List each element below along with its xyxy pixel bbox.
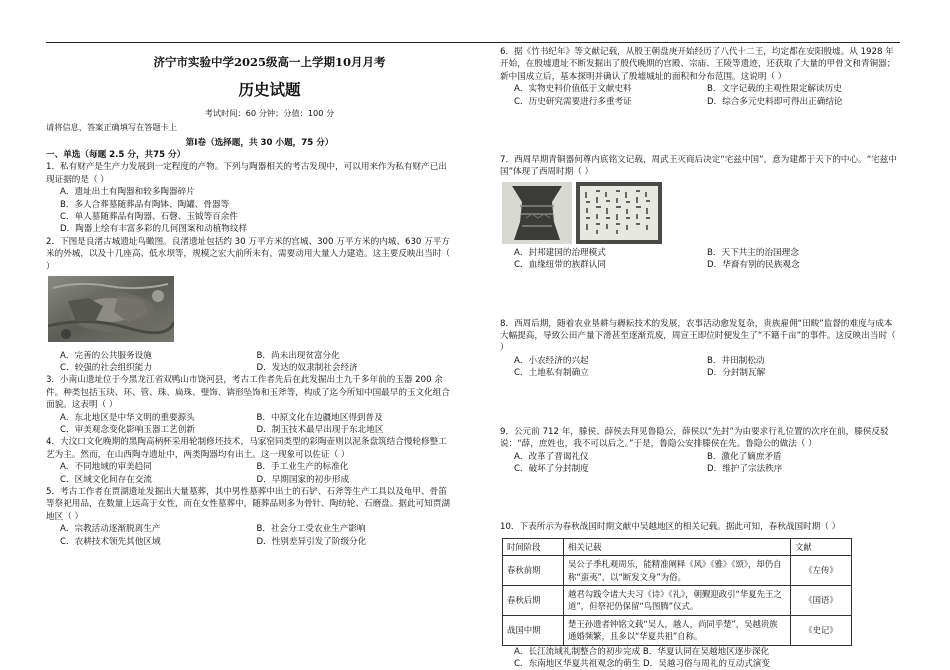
option-b: B．社会分工受农业生产影响 [256,524,366,535]
question-stem: 3．小南山遗址位于今黑龙江省双鸭山市饶河县，考古工作者先后在此发掘出土九千多年前的玉器 200 余件。种类包括玉玦、环、管、珠、扁珠、璧饰、锛形坠饰和玉斧等，构成了迄今所知中国最早的玉文化组合面貌。这表明（ ） [46,375,450,411]
table-cell: 战国中期 [503,615,564,645]
exam-subtitle: 历史试题 [238,80,301,100]
wuyue-records-table [502,538,852,646]
table-cell: 春秋前期 [503,556,564,586]
option-a: A．东北地区是中华文明的重要源头 [60,412,195,423]
option-d: D．华裔有别的民族观念 [707,260,800,271]
table-row [503,615,852,645]
option-c: C．单人墓随葬品有陶器、石磬、玉钺等百余件 [60,212,238,223]
table-cell: 吴公子季札观周乐，能精准阐释《风》《雅》《颂》，却仍自称“蛮夷”，以“断发文身”为俗。 [564,556,791,586]
option-a: A．封邦建国的治理模式 [514,247,606,258]
option-a: A．宗教活动逐渐脱离生产 [60,524,161,535]
option-a: A．实物史料价值低于文献史料 [514,84,632,95]
question-3 [46,374,453,436]
table-row [503,585,852,615]
table-cell: 春秋后期 [503,585,564,615]
option-a: A．遗址出土有陶器和较多陶器碎片 [60,187,195,198]
table-cell: 越君勾践令诸大夫习《诗》《礼》，朝觐迎政引“华夏先王之道”，但祭祀仍保留“鸟图腾”仪式。 [564,585,791,615]
section-heading: 第Ⅰ卷（选择题，共 30 小题，75 分） [185,137,334,148]
question-stem: 1．私有财产是生产力发展到一定程度的产物。下列与陶器相关的考古发现中，可以用来作为私有财产已出现证据的是（ ） [46,162,447,185]
inscription-rubbing-image [576,182,662,244]
question-stem: 9．公元前 712 年，滕侯、薛侯去拜见鲁隐公，薛侯以“先封”为由要求行礼位置的次序在前，滕侯反驳说：“薛，庶姓也，我不可以后之。”于是，鲁隐公安排滕侯在先。鲁隐公的做法（ ） [500,426,889,450]
exam-title: 济宁市实验中学2025级高一上学期10月月考 [153,55,386,69]
table-header-cell: 文献 [791,538,852,555]
question-2 [46,236,453,374]
option-b: B．井田制松动 [707,355,765,366]
question-10 [500,521,900,670]
option-d: D．制玉技术最早出现于东北地区 [256,424,384,435]
question-1 [46,161,453,235]
option-a-b: A．长江流域礼制整合的初步完成 B．华夏认同在吴越地区逐步深化 [514,646,770,657]
option-a: A．改革了晋谒礼仪 [514,451,589,462]
option-b: B．文字记载的主观性限定解读历史 [707,84,842,95]
question-9 [500,426,900,476]
option-c: C．审美观念变化影响玉器工艺创新 [60,424,195,435]
option-d: D．性别差异引发了阶级分化 [256,536,367,547]
option-c: C．较强的社会组织能力 [60,362,152,373]
he-zun-bronze-vessel-image [502,182,572,244]
option-b: B．尚未出现贫富分化 [256,350,340,361]
option-a: A．小农经济的兴起 [514,355,589,366]
option-a: A．不同地域的审美趋同 [60,462,152,473]
question-6 [500,46,900,108]
option-c: C．农耕技术领先其他区域 [60,536,161,547]
table-row [503,556,852,586]
option-c: C．区域文化间存在交流 [60,474,152,485]
question-5 [46,486,453,548]
question-4 [46,436,453,486]
option-b: B．激化了嫡庶矛盾 [707,451,782,462]
question-8 [500,318,900,380]
option-b: B．中原文化在边疆地区得到普及 [256,412,383,423]
option-a: A．完善的公共服务设施 [60,350,152,361]
option-b: B．天下共主的治国理念 [707,247,799,258]
option-c: C．土地私有制确立 [514,368,589,379]
exam-meta: 考试时间：60 分钟；分值：100 分 [204,107,335,118]
question-stem: 2．下图是良渚古城遗址鸟瞰图。良渚遗址包括约 30 万平方米的宫城、300 万平方米的内城、630 万平方米的外城，以及十几座高、低水坝等，规模之宏大前所未有，需要动用大量人力建造。这主要反映出当时（ ） [46,236,450,272]
question-stem: 4．大汶口文化晚期的黑陶高柄杯采用轮制修坯技术，马家窑同类型的彩陶壶则以泥条盘筑结合慢轮修整工艺为主。然而，在山西陶寺遗址中，两类陶器均有出土。这一现象可以佐证（ ） [46,437,447,460]
option-d: D．陶器上绘有丰富多彩的几何图案和动植物纹样 [60,224,248,235]
question-stem: 7．西周早期青铜器何尊内底铭文记载，周武王灭商后决定“宅兹中国”，意为建都于天下的中心。“宅兹中国”体现了西周时期（ ） [500,155,897,178]
left-column [46,0,453,548]
table-cell: 楚王孙遗者钟铭文载“吴人，越人，尚同乎楚”，吴越贵族通婚频繁，且多以“华夏共祖”自称。 [564,615,791,645]
table-cell: 《国语》 [791,585,852,615]
right-column [500,0,900,670]
question-stem: 6．据《竹书纪年》等文献记载，从殷王朝盘庚开始经历了八代十二王，均定都在安阳殷墟。从 1928 年开始，在殷墟遗址不断发掘出了殷代晚期的宫殿、宗庙、王陵等遗迹，还获取了大量的甲骨文和青铜器；新中国成立后，基本探明并确认了殷墟城址的面积和分布范围。这说明（ ） [500,47,896,82]
table-header-cell: 相关记载 [564,538,791,555]
option-b: B．手工业生产的标准化 [256,462,349,473]
option-c: C．历史研究需要进行多重考证 [514,96,632,107]
option-d: D．发达的奴隶制社会经济 [256,362,358,373]
option-c: C．破坏了分封制度 [514,463,589,474]
table-header-cell: 时间阶段 [503,538,564,555]
aerial-photo-image [48,276,174,342]
table-cell: 《左传》 [791,556,852,586]
question-stem: 10．下表所示为春秋战国时期文献中吴越地区的相关记载。据此可知，春秋战国时期（ ） [500,522,841,533]
section-subheading: 一、单选（每题 2.5 分，共75 分） [46,150,186,161]
question-stem: 8．西周后期，随着农业垦耕与耨耘技术的发展，农事活动愈发复杂，贵族雇佣“田畯”监督的难度与成本大幅提高，导致公田产量下滑甚至逐渐荒废，周宣王即位时便发生了“不籍千亩”的事件。这反映出当时（ ） [500,318,896,354]
table-header-row [503,538,852,555]
exam-instructions: 请将信息、答案正确填写在答题卡上 [46,122,178,133]
option-c-d: C．东南地区华夏共祖观念的萌生 D．吴越习俗与周礼的互动式演变 [514,658,770,669]
option-c: C．血缘纽带的族群认同 [514,260,606,271]
option-d: D．早期国家的初步形成 [256,474,350,485]
option-d: D．分封制瓦解 [707,368,766,379]
table-cell: 《史记》 [791,615,852,645]
he-zun-images [502,182,900,244]
liangzhu-aerial-photo [48,276,453,346]
option-b: B．多人合葬墓随葬品有陶钵、陶罐、骨器等 [60,199,230,210]
question-stem: 5．考古工作者在贾湖遗址发掘出大量墓葬，其中男性墓葬中出土的石铲、石斧等生产工具以及龟甲、骨笛等祭祀用品，在数量上远高于女性，而在女性墓葬中，随葬品则多为骨针、陶纺轮、石磨盘。据此可知贾湖地区（ ） [46,486,450,522]
option-d: D．维护了宗法秩序 [707,463,783,474]
option-d: D．综合多元史料即可得出正确结论 [707,96,843,107]
question-7 [500,154,900,272]
